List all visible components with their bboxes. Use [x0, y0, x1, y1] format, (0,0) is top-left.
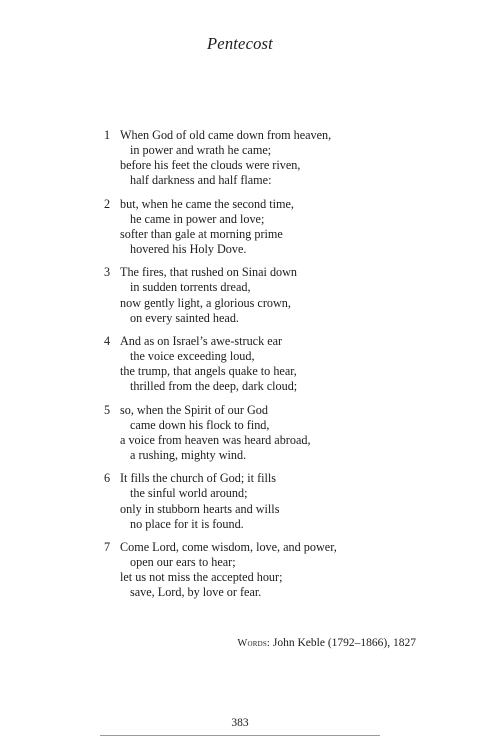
verse-number: 4: [104, 334, 111, 349]
verse-line: in power and wrath he came;: [130, 143, 272, 158]
verse-line: the trump, that angels quake to hear,: [120, 364, 297, 379]
verse-line: a rushing, mighty wind.: [130, 447, 247, 462]
verse-line: no place for it is found.: [130, 516, 244, 531]
verse-number: 2: [104, 196, 111, 211]
verse-line: only in stubborn hearts and wills: [120, 501, 280, 516]
verse: [104, 403, 404, 463]
verse-line: thrilled from the deep, dark cloud;: [130, 379, 298, 394]
verse-line: a voice from heaven was heard abroad,: [120, 432, 311, 447]
verse-line: When God of old came down from heaven,: [120, 128, 332, 142]
verse: [104, 334, 404, 394]
verse: [104, 471, 404, 531]
verse-line: the sinful world around;: [130, 486, 248, 501]
verse-line: but, when he came the second time,: [120, 196, 294, 211]
verse-line: in sudden torrents dread,: [130, 280, 251, 295]
verse: [104, 265, 404, 325]
attribution-text: John Keble (1792–1866), 1827: [272, 637, 416, 649]
verse-line: before his feet the clouds were riven,: [120, 158, 301, 173]
verse-line: Come Lord, come wisdom, love, and power,: [120, 540, 337, 555]
verse-number: 7: [104, 540, 111, 555]
verse-number: 5: [104, 402, 111, 417]
verse-line: the voice exceeding loud,: [130, 349, 255, 364]
bottom-rule: [100, 735, 380, 736]
verse-line: he came in power and love;: [130, 211, 265, 226]
page-number: 383: [231, 717, 249, 729]
verse-line: half darkness and half flame:: [130, 173, 272, 188]
verse: [104, 197, 404, 257]
verse-number: 6: [104, 471, 111, 486]
verse-line: open our ears to hear;: [130, 555, 236, 570]
verse-number: 3: [104, 265, 111, 280]
attribution-label: Words:: [237, 638, 271, 649]
verse-line: And as on Israel’s awe-struck ear: [120, 334, 283, 349]
verse-line: softer than gale at morning prime: [120, 226, 283, 241]
hymn-text: [104, 128, 404, 609]
verse: [104, 540, 404, 600]
verse-line: The fires, that rushed on Sinai down: [120, 265, 298, 280]
verse-line: on every sainted head.: [130, 310, 239, 325]
page-title: Pentecost: [207, 34, 273, 53]
verse-line: so, when the Spirit of our God: [120, 402, 268, 417]
verse-line: It fills the church of God; it fills: [120, 471, 277, 486]
verse-line: hovered his Holy Dove.: [130, 241, 247, 256]
verse-line: now gently light, a glorious crown,: [120, 295, 291, 310]
verse-number: 1: [104, 128, 111, 142]
verse: [104, 128, 404, 188]
attribution: [237, 637, 416, 649]
verse-line: save, Lord, by love or fear.: [130, 585, 262, 600]
verse-line: came down his flock to find,: [130, 417, 270, 432]
verse-line: let us not miss the accepted hour;: [120, 570, 283, 585]
